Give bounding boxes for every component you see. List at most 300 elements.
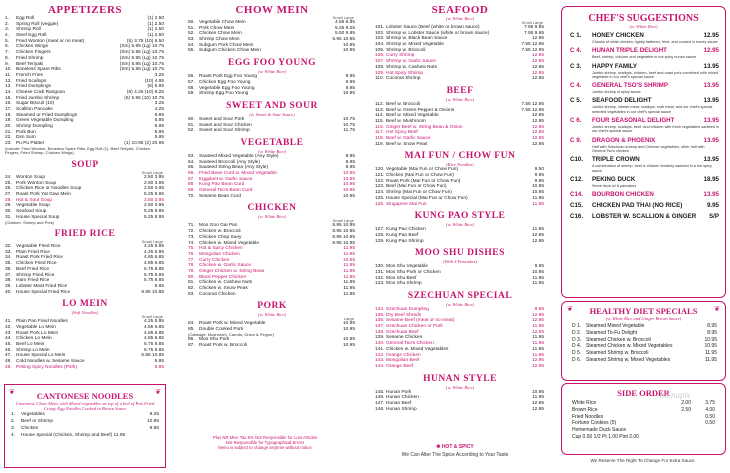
item-number: 78. (188, 263, 195, 269)
item-number: 9. (5, 61, 10, 67)
item-name: GENERAL TSO'S SHRIMP (592, 82, 668, 90)
item-name: Coconut Chicken (199, 291, 236, 297)
item-name: Hot & Spicy Chicken (199, 246, 243, 252)
item-number: 68. (188, 182, 195, 188)
item-number: 81. (188, 280, 195, 286)
egg-foo-young-list (188, 74, 356, 97)
kung-pao-list (375, 227, 545, 244)
item-price: 13.95 (703, 117, 719, 125)
item-name: Pork Wonton Soup (16, 180, 57, 186)
item-name: Moo Shu Shrimp (386, 281, 422, 287)
item-name: Steamed Chicken w. Mixed Vegetables (586, 343, 673, 350)
item-price: 12.95 (531, 136, 544, 141)
item-name: FOUR SEASONAL DELIGHT (592, 117, 675, 125)
item-price: 8.95 10.95 (332, 229, 355, 235)
item-code: D 4. (572, 343, 582, 350)
chef-suggestion-item (562, 156, 725, 173)
item-name: Sesame Chicken (386, 335, 423, 341)
pork-subtitle: (w. White Rice) (257, 312, 287, 318)
item-name: Beef w. Green Pepper & Onions (386, 107, 455, 113)
item-number: 13. (5, 84, 12, 90)
item-number: 108. (375, 64, 385, 70)
item-price: 12.95 (531, 400, 544, 406)
item-name: Black Pepper Chicken (199, 274, 247, 280)
item-name: House Special Lo Mein (16, 353, 66, 359)
item-number: 49. (5, 364, 12, 370)
item-code: C10. (570, 156, 584, 164)
item-name: Egg Roll (16, 16, 35, 21)
item-price: 12.95 (531, 318, 544, 324)
item-price: 5.95 (154, 112, 164, 118)
item-name: Kung Pao Chicken (386, 227, 426, 233)
item-name: Kung Pao Shrimp (386, 238, 424, 244)
item-number: 79. (188, 268, 195, 274)
item-name: Sesame Beef (meat or no meat) (386, 318, 455, 324)
item-name: Fried Wonton (meat or no meat) (16, 38, 85, 44)
item-price: 10.95 (531, 184, 544, 190)
item-price: 10.95 (146, 419, 159, 424)
item-price: 4.85 6.85 (143, 261, 164, 267)
appetizers-title: APPETIZERS (47, 4, 123, 16)
item-number: 1. (5, 16, 10, 21)
item-price: 10.95 (342, 42, 355, 48)
item-number: 65. (188, 165, 195, 171)
item-name: Roast Pork w. Mixed Vegetable (199, 321, 266, 327)
item-code: C16. (570, 213, 584, 221)
item-name: Shrimp (Mai Fun or Chow Fun) (386, 190, 452, 196)
cantonese-item (5, 425, 165, 432)
item-number: 69. (188, 188, 195, 194)
menu-item (188, 194, 356, 200)
item-price: 10.95 (342, 48, 355, 54)
item-price: (10) 4.95 (144, 78, 164, 84)
item-name: Kung Pao Bean Curd (199, 182, 245, 188)
item-price: 12.95 (531, 130, 544, 136)
item-number: 145. (375, 389, 385, 395)
item-name: Fried Scallops (16, 78, 47, 84)
item-number: 56. (188, 74, 195, 80)
item-price: 10.95 (531, 389, 544, 395)
item-number: 36. (5, 266, 12, 272)
item-name: Sugar Biscuit (10) (16, 101, 55, 107)
item-price: (1) 2.50 (147, 16, 164, 21)
chef-suggestion-item (562, 176, 725, 188)
menu-item (188, 292, 356, 298)
item-name: Chicken Rice or Noodles Soup (16, 186, 82, 192)
item-name: Ginger Chicken w. String Bean (199, 268, 265, 274)
beef-title: BEEF (446, 85, 474, 96)
chef-item-line (570, 32, 719, 40)
item-price: 4.85 6.85 (143, 336, 164, 342)
item-number: 60. (188, 116, 195, 122)
item-name: Mongolian Beef (386, 358, 420, 364)
item-number: 125. (375, 195, 385, 201)
item-description: Jumbo shrimp in spicy sauce (592, 90, 641, 95)
item-price: 8.85 (154, 283, 164, 289)
item-name: Fried Dumplings (16, 84, 51, 90)
item-number: 67. (188, 176, 195, 182)
item-number: 110. (375, 76, 384, 82)
item-name: Subgum Pork Chow Mein (199, 42, 254, 48)
item-name: Steamed To-Fu Delight (586, 329, 638, 336)
item-number: 115. (375, 118, 384, 124)
item-number: 106. (375, 53, 385, 59)
item-number: 132. (375, 275, 385, 281)
seafood-subtitle: (w. White Rice) (445, 16, 475, 21)
item-price: 4.85 6.85 (143, 324, 164, 330)
item-name: Lobster Sauce (Beef (white or brown sauce) (386, 25, 480, 30)
side-order-item (562, 427, 725, 434)
item-name: Fried Jumbo Shrimp (16, 95, 60, 101)
item-name: Chicken w. Mixed Vegetable (199, 240, 259, 246)
kung-pao-section (375, 210, 545, 244)
item-name: Shrimp w. Garlic Sauce (386, 59, 436, 65)
item-name: Vegetable Lo Mein (16, 324, 56, 330)
chef-suggestion-item (562, 63, 725, 80)
egg-foo-young-subtitle: (w. White Rice) (257, 69, 287, 75)
item-price: 8.95 (345, 165, 355, 171)
item-price: 11.95 (343, 251, 355, 257)
szechuan-title: SZECHUAN SPECIAL (407, 291, 513, 301)
side-order-item (562, 420, 725, 427)
item-number: 48. (5, 359, 12, 365)
item-number: 146. (375, 395, 385, 401)
item-price: 5.95 (154, 135, 164, 141)
item-price-large: 4.00 (705, 406, 715, 413)
item-name: Dim Sum (16, 135, 36, 141)
diet-item (562, 330, 725, 337)
chicken-title: CHICKEN (247, 203, 297, 214)
item-name: Chicken Egg Foo Young (199, 79, 251, 85)
item-name: Szechuan Chicken or Pork (386, 324, 443, 330)
item-name: Steamed Shrimp w. Broccoli (586, 350, 649, 357)
item-name: Beef w. Broccoli (386, 101, 421, 107)
item-number: 33. (5, 249, 12, 255)
item-name: LOBSTER W. SCALLION & GINGER (592, 213, 697, 221)
item-name: Moo Shu Pork (199, 337, 230, 343)
item-price: 11.95 (532, 346, 544, 352)
chicken-subtitle: (w. White Rice) (257, 214, 287, 220)
item-name: Spring Roll (veggie) (16, 21, 59, 27)
item-name: Shrimp w. Broccoli (386, 47, 426, 53)
item-description: Jumbo shrimp, scallops, chicken, beef and roast pork combined with mixed vegetable in our chef's special sauce (592, 70, 718, 79)
item-number: 59. (188, 91, 195, 97)
item-price: 8.95 10.95 (332, 240, 355, 246)
vegetable-section (188, 137, 356, 200)
item-price: 5.75 8.85 (143, 272, 164, 278)
chef-suggestion-item (562, 191, 725, 199)
watermark: menupix (660, 391, 691, 400)
item-price: 12.95 (531, 329, 544, 335)
item-number: 137. (375, 324, 385, 330)
egg-foo-young-section (188, 57, 356, 97)
soup-title: SOUP (71, 160, 99, 170)
chef-item-line (570, 191, 719, 199)
item-name: General Tso's Bean Curd (199, 188, 253, 194)
hot-spicy-note: We Can Alter The Spice According to Your Taste (401, 452, 509, 458)
sweet-sour-title: SWEET AND SOUR (226, 100, 318, 111)
vegetable-list (188, 154, 356, 200)
item-price: 11.95 (532, 281, 544, 287)
item-price: 12.95 (531, 363, 544, 369)
pork-list (188, 321, 356, 332)
item-price-large: 0.50 (705, 420, 715, 427)
item-number: 134. (375, 307, 385, 312)
hot-spicy-label: HOT & SPICY (441, 444, 474, 450)
item-price: 12.95 (531, 312, 544, 318)
item-price: 11.75 (343, 128, 355, 134)
item-number: 10. (5, 67, 12, 73)
item-price: 11.95 (532, 352, 544, 358)
column-1 (5, 4, 165, 373)
item-price: (Sm) 5.95 (Lg) 10.75 (119, 50, 164, 56)
item-number: 15. (5, 95, 12, 101)
item-price: 4.25 (154, 107, 164, 112)
item-price: 5.95 (154, 124, 164, 130)
item-price: 12.95 (531, 358, 544, 364)
item-name: House Special (Chicken, Shrimp and Beef) 11.95 (21, 433, 126, 438)
item-name: Moo Goo Gai Pan (199, 223, 238, 229)
appetizers-list (5, 16, 165, 147)
side-order-item (562, 400, 725, 407)
item-price: 4.85 6.85 (334, 20, 355, 25)
item-number: 31. (5, 214, 12, 220)
lo-mein-size-header: Small Large (141, 314, 163, 320)
soup-list (5, 175, 165, 221)
item-number: 26. (5, 186, 12, 192)
item-number: 104. (375, 42, 385, 48)
fried-rice-list (5, 244, 165, 295)
egg-foo-young-title: EGG FOO YOUNG (228, 58, 316, 69)
item-name: Fried Bean Curd w. Mixed Vegetable (199, 171, 277, 176)
menu-item (5, 215, 165, 221)
item-number: 43. (5, 330, 12, 336)
chef-item-line (570, 47, 719, 55)
item-price: 4.25 5.95 (143, 249, 164, 255)
item-number: 112. (375, 101, 384, 107)
footer-line: Plus NR Misc Tax 6% Not Responsible for Lost Articles (212, 435, 318, 440)
item-name: Moo Shu Beef (386, 275, 417, 281)
item-name: Beef Lo Mein (16, 342, 45, 348)
item-price: 11.95 (532, 195, 544, 201)
hot-pepper-icon: ✱ (436, 444, 442, 450)
item-description: Beef, shrimp, chicken and vegetable in hot spicy hunan sauce (592, 55, 697, 60)
item-number: 62. (188, 128, 195, 134)
item-name: Kung Pao Beef (386, 232, 419, 238)
mai-fun-section (375, 150, 545, 207)
chef-suggestion-item (562, 47, 725, 59)
item-name: Cup 0.50 1/2 Pt 1.00 Pint 2.00 (572, 433, 639, 440)
healthy-diet-list (562, 323, 725, 364)
item-name: Brown Rice (572, 406, 598, 413)
item-number: 61. (188, 122, 195, 128)
flourish-icon: ❦ (714, 306, 720, 313)
item-number: 124. (375, 190, 385, 196)
item-number: 101. (375, 25, 385, 30)
item-code: D 6. (572, 356, 582, 363)
item-description: Chunks of white chicken, lightly battered, fried, and cooked in honey sauce (592, 40, 718, 44)
menu-item (375, 407, 545, 413)
item-price: 9.95 (149, 426, 159, 431)
item-name: Steel Egg Roll (16, 33, 47, 39)
item-price: 18.95 (703, 175, 719, 183)
item-price: (Sm) 5.95 (Lg) 10.75 (119, 44, 164, 50)
item-number: 114. (375, 113, 384, 119)
item-price: 13.95 (703, 62, 719, 70)
item-price-small: 2.00 (681, 400, 691, 406)
item-price: 9.95 (706, 202, 719, 210)
reserve-note: We Reserve The Right To Change For Extra Sauce (590, 458, 695, 463)
item-price: 12.95 (531, 64, 544, 70)
item-name: Shrimp w. Black Bean Sauce (386, 36, 448, 42)
item-description: Jumbo shrimp, lobster meat, scallops, crab meat, and our chef's special selected vegetables in our chef's special sauce (592, 105, 713, 114)
chef-suggestion-item (562, 32, 725, 44)
soup-note: (Chicken, Shrimp and Pork) (5, 219, 55, 225)
chef-item-line (570, 117, 719, 125)
item-name: White Rice (572, 400, 597, 406)
item-price: 12.95 (531, 113, 544, 119)
item-price: 5.25 8.95 (143, 192, 164, 198)
footer-line: Menu is subject to change anytime without notice (218, 445, 312, 451)
item-name: Chicken w. Snow Peas (199, 286, 248, 291)
hot-spicy-legend (365, 444, 545, 450)
item-name: Roast Pork Yat Gaw Mein (16, 192, 71, 198)
column-3 (375, 4, 545, 415)
item-price: (1) 2.50 (147, 21, 164, 27)
item-price: (5) 5.95 (10) 10.75 (124, 95, 164, 101)
item-description: Serve duck w/ 6 pancakes (592, 183, 637, 188)
item-price: (Sm) 5.95 (Lg) 10.75 (119, 67, 164, 73)
item-number: 22. (5, 135, 12, 141)
lo-mein-list (5, 319, 165, 370)
item-name: Roast Pork Egg Foo Young (199, 74, 257, 80)
vegetable-subtitle: (w. White Rice) (257, 148, 287, 154)
menu-item (375, 239, 545, 245)
item-number: 28. (5, 197, 12, 203)
item-name: Mongolian Chicken (199, 251, 240, 257)
item-code: C 6. (570, 117, 582, 125)
item-number: 4. (5, 33, 10, 39)
item-price: 13.95 (703, 191, 719, 199)
chef-suggestion-item (562, 97, 725, 114)
item-name: Shrimp Roll (16, 27, 41, 33)
item-name: French Fries (16, 72, 43, 78)
chef-item-line (570, 156, 719, 164)
chefs-suggestions-box (561, 6, 726, 298)
item-price: 5.95 (154, 118, 164, 124)
item-name: Chicken w. Mixed Vegetables (386, 346, 449, 352)
item-name: Roast Pork (Mai Fun or Chow Fun) (386, 178, 461, 184)
item-code: D 5. (572, 350, 582, 357)
item-price: 4.25 5.95 (143, 244, 164, 250)
item-name: Shrimp Lo Mein (16, 347, 50, 353)
item-price: 5.75 8.85 (143, 342, 164, 348)
item-price: 10.75 (342, 116, 355, 122)
item-name: Hot Spicy Beef (386, 130, 418, 136)
item-price: 5.95 (154, 364, 164, 370)
item-code: C14. (570, 191, 584, 199)
moo-shu-subtitle: (With 4 Pancakes) (443, 259, 477, 265)
item-name: Singapore Mai Fun (386, 201, 427, 207)
item-name: BOURBON CHICKEN (592, 191, 654, 199)
item-number: 45. (5, 342, 12, 348)
item-number: 103. (375, 36, 385, 42)
item-price: 5.50 9.95 (334, 31, 355, 37)
appetizers-section (5, 4, 165, 156)
item-price: 9.50 (534, 167, 544, 173)
item-number: 121. (375, 173, 385, 179)
item-price: 11.95 (532, 227, 544, 233)
item-price: 5.75 8.85 (143, 278, 164, 284)
fried-rice-section (5, 228, 165, 295)
item-name: Vegetable Fried Rice (16, 244, 61, 250)
item-number: 107. (375, 59, 385, 65)
item-price: 11.95 (532, 324, 544, 330)
item-price: 4.85 6.85 (143, 255, 164, 261)
item-price: 10.95 (342, 193, 355, 199)
item-number: 131. (375, 269, 385, 275)
item-price: 11.95 (343, 263, 355, 269)
item-price: 2.50 3.95 (143, 197, 164, 203)
item-price: 10.95 (531, 269, 544, 275)
item-name: Sauteed String Bean (Any Style) (199, 165, 269, 171)
item-price-small: 2.50 (681, 406, 691, 413)
hunan-title: HUNAN STYLE (423, 373, 497, 384)
menu-item (5, 141, 165, 147)
item-number: 105. (375, 47, 385, 53)
item-price: 8.95 (345, 153, 355, 159)
item-price: 12.95 (531, 70, 544, 76)
item-number: 126. (375, 201, 385, 207)
item-number: 34. (5, 255, 12, 261)
kung-pao-title: KUNG PAO STYLE (414, 211, 506, 222)
item-number: 123. (375, 184, 385, 190)
item-name: Double Cooked Pork (199, 327, 244, 333)
cantonese-noodles-title: CANTONESE NOODLES (36, 391, 134, 401)
chef-item-line (570, 82, 719, 90)
item-price: 5.95 (154, 359, 164, 365)
item-number: 39. (5, 283, 12, 289)
lo-mein-subtitle: (Soft Noodles) (71, 310, 99, 316)
item-number: 58. (188, 85, 195, 91)
cantonese-noodles-list (5, 411, 165, 439)
flourish-icon: ❦ (567, 306, 573, 313)
item-price: 11.95 (343, 286, 355, 291)
menu-item (5, 290, 165, 296)
item-number: 63. (188, 153, 195, 159)
chef-suggestion-item (562, 137, 725, 154)
item-number: 57. (188, 79, 195, 85)
item-name: Boneless Spare Ribs (16, 67, 61, 73)
item-price: 9.95 (345, 79, 355, 85)
item-price: 7.55 12.95 (521, 42, 544, 48)
item-number: 54. (188, 42, 195, 48)
item-name: Sweet and Sour Chicken (199, 122, 252, 128)
item-name: Eggplant w. Garlic Sauce (199, 176, 253, 182)
item-name: Szechuan Dumpling (386, 307, 429, 312)
chow-mein-list (188, 20, 356, 54)
item-name: Wonton Soup (16, 175, 45, 180)
item-price: 10.95 (342, 91, 355, 97)
item-code: C 4. (570, 82, 582, 90)
item-name: Steamed or Fried Dumplings (16, 112, 78, 118)
item-price: 9.95 (534, 178, 544, 184)
item-name: Vegetable Egg Foo Young (199, 85, 255, 91)
item-price: 8.95 (534, 307, 544, 312)
item-name: Chicken w. Garlic Sauce (199, 263, 251, 269)
item-price: 12.95 (531, 59, 544, 65)
item-price: 13.95 (703, 136, 719, 144)
